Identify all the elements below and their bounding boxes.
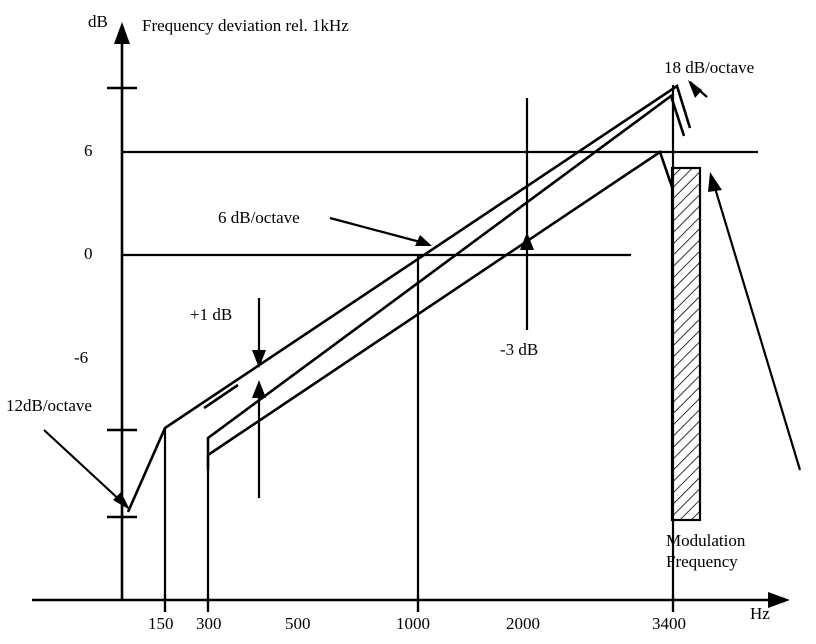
minus3db-arrow: [520, 232, 534, 330]
y-axis-label: dB: [88, 12, 108, 31]
inner-curve-segment: [204, 385, 238, 408]
x-axis-label: Hz: [750, 604, 770, 623]
modulation-frequency-line2: Frequency: [666, 552, 738, 572]
y-axis: [114, 22, 130, 600]
annotation-modulation-frequency: [666, 530, 745, 573]
modulation-frequency-band: [672, 168, 700, 520]
annotation-12db-octave: 12dB/octave: [6, 396, 92, 415]
leader-18db: [688, 80, 707, 98]
x-tick-1000: 1000: [396, 614, 430, 633]
x-tick-3400: 3400: [652, 614, 686, 633]
y-tick-6: 6: [84, 141, 93, 160]
reference-lines: [122, 152, 758, 255]
x-tick-300: 300: [196, 614, 222, 633]
leader-12db: [44, 430, 130, 510]
x-axis-ticks: [165, 594, 673, 612]
leader-6db: [330, 218, 432, 246]
frequency-marker-lines: [165, 85, 673, 612]
plus1db-arrows: [252, 298, 266, 498]
leader-modulation-frequency: [708, 172, 800, 470]
y-tick-0: 0: [84, 244, 93, 263]
modulation-frequency-line1: Modulation: [666, 531, 746, 550]
chart-title: Frequency deviation rel. 1kHz: [142, 16, 349, 35]
annotation-18db-octave: 18 dB/octave: [664, 58, 755, 77]
annotation-6db-octave: 6 dB/octave: [218, 208, 300, 227]
x-tick-500: 500: [285, 614, 311, 633]
annotation-plus-1db: +1 dB: [190, 305, 233, 324]
annotation-minus-3db: -3 dB: [500, 340, 539, 359]
x-tick-2000: 2000: [506, 614, 540, 633]
x-tick-150: 150: [148, 614, 174, 633]
series-upper-response: [128, 86, 690, 512]
x-axis: [32, 592, 790, 608]
y-tick-minus6: -6: [74, 348, 89, 367]
